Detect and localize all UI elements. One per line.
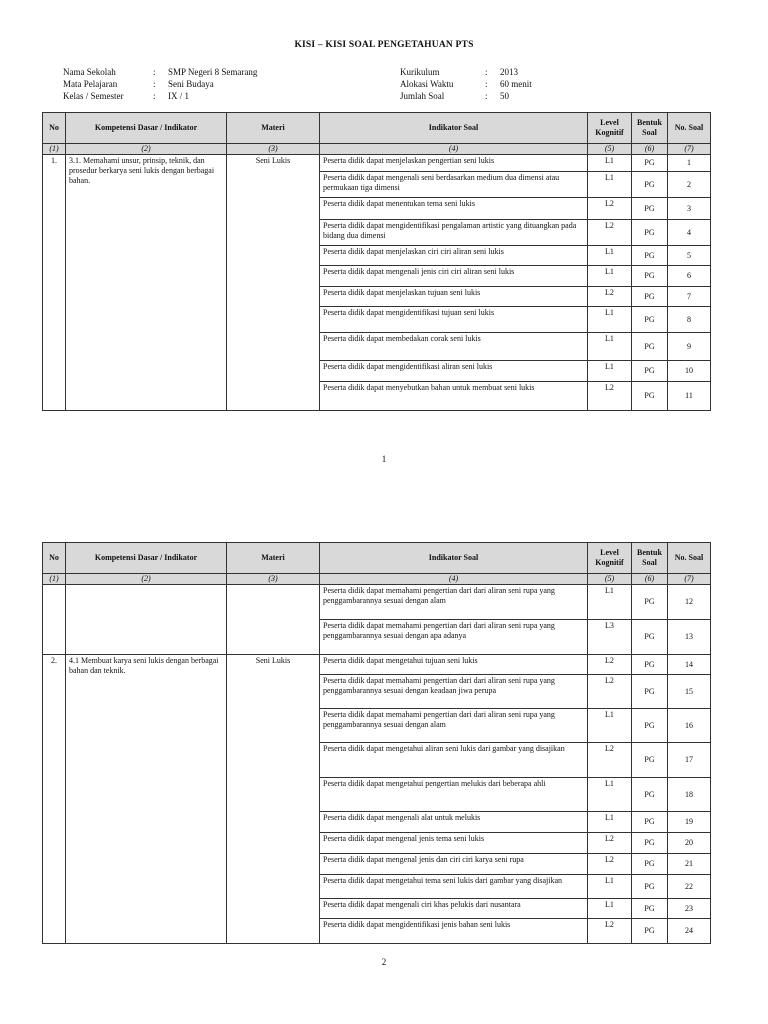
level-cell: L2 (588, 833, 632, 854)
column-number: (4) (320, 574, 588, 585)
bentuk-cell: PG (632, 266, 668, 287)
indikator-cell: Peserta didik dapat mengidentifikasi jenis bahan seni lukis (320, 919, 588, 944)
indikator-cell: Peserta didik dapat mengenali ciri khas pelukis dari nusantara (320, 899, 588, 919)
indikator-cell: Peserta didik dapat mengidentifikasi aliran seni lukis (320, 361, 588, 382)
bentuk-cell: PG (632, 620, 668, 655)
bentuk-cell: PG (632, 220, 668, 246)
table-header-row (43, 113, 711, 144)
soal-number-cell: 17 (668, 743, 711, 778)
bentuk-cell: PG (632, 675, 668, 709)
column-number: (2) (66, 574, 227, 585)
column-number: (5) (588, 144, 632, 155)
header-nosoal: No. Soal (668, 543, 711, 574)
kd-number (43, 585, 66, 655)
bentuk-cell: PG (632, 655, 668, 675)
indikator-cell: Peserta didik dapat mengidentifikasi pengalaman artistic yang dituangkan pada bidang dua dimensi (320, 220, 588, 246)
header-indikator: Indikator Soal (320, 113, 588, 144)
materi-cell: Seni Lukis (227, 155, 320, 411)
bentuk-cell: PG (632, 833, 668, 854)
bentuk-cell: PG (632, 382, 668, 411)
level-cell: L2 (588, 382, 632, 411)
soal-number-cell: 6 (668, 266, 711, 287)
exam-info (400, 66, 532, 102)
info-row-curriculum (400, 66, 532, 78)
indikator-cell: Peserta didik dapat mengetahui tema seni lukis dari gambar yang disajikan (320, 875, 588, 899)
level-cell: L2 (588, 675, 632, 709)
bentuk-cell: PG (632, 854, 668, 875)
soal-number-cell: 19 (668, 812, 711, 833)
info-row-class (63, 90, 257, 102)
table-row (43, 155, 711, 172)
level-cell: L1 (588, 246, 632, 266)
bentuk-cell: PG (632, 899, 668, 919)
soal-number-cell: 10 (668, 361, 711, 382)
level-cell: L1 (588, 875, 632, 899)
bentuk-cell: PG (632, 307, 668, 333)
indikator-cell: Peserta didik dapat membedakan corak seni lukis (320, 333, 588, 361)
info-value: 50 (500, 91, 509, 101)
soal-number-cell: 13 (668, 620, 711, 655)
soal-number-cell: 4 (668, 220, 711, 246)
indikator-cell: Peserta didik dapat mengidentifikasi tujuan seni lukis (320, 307, 588, 333)
bentuk-cell: PG (632, 812, 668, 833)
info-label: Alokasi Waktu (400, 79, 454, 89)
bentuk-cell: PG (632, 361, 668, 382)
header-materi: Materi (227, 113, 320, 144)
info-label: Kurikulum (400, 67, 440, 77)
soal-number-cell: 21 (668, 854, 711, 875)
level-cell: L1 (588, 155, 632, 172)
level-cell: L2 (588, 919, 632, 944)
info-sep: : (485, 91, 488, 101)
indikator-cell: Peserta didik dapat memahami pengertian dari dari aliran seni rupa yang penggambarannya sesuai dengan alam (320, 709, 588, 743)
indikator-cell: Peserta didik dapat mengetahui aliran seni lukis dari gambar yang disajikan (320, 743, 588, 778)
column-number: (1) (43, 144, 66, 155)
kd-text: 3.1. Memahami unsur, prinsip, teknik, dan prosedur berkarya seni lukis dengan berbagai bahan. (66, 155, 227, 411)
bentuk-cell: PG (632, 246, 668, 266)
header-materi: Materi (227, 543, 320, 574)
indikator-cell: Peserta didik dapat mengetahui pengertian melukis dari beberapa ahli (320, 778, 588, 812)
info-label: Kelas / Semester (63, 91, 124, 101)
soal-number-cell: 2 (668, 172, 711, 198)
header-kd: Kompetensi Dasar / Indikator (66, 113, 227, 144)
level-cell: L1 (588, 778, 632, 812)
kisi-table-page-1 (42, 112, 711, 411)
level-cell: L2 (588, 220, 632, 246)
school-info (63, 66, 257, 102)
bentuk-cell: PG (632, 155, 668, 172)
bentuk-cell: PG (632, 172, 668, 198)
kd-text (66, 585, 227, 655)
header-indikator: Indikator Soal (320, 543, 588, 574)
soal-number-cell: 23 (668, 899, 711, 919)
bentuk-cell: PG (632, 919, 668, 944)
kisi-table-page-2 (42, 542, 711, 944)
header-no: No (43, 113, 66, 144)
page-number: 1 (381, 454, 387, 464)
header-level: Level Kognitif (588, 543, 632, 574)
column-number-row (43, 574, 711, 585)
level-cell: L2 (588, 743, 632, 778)
kd-text: 4.1 Membuat karya seni lukis dengan berbagai bahan dan teknik. (66, 655, 227, 944)
header-bentuk: Bentuk Soal (632, 543, 668, 574)
soal-number-cell: 14 (668, 655, 711, 675)
level-cell: L1 (588, 709, 632, 743)
soal-number-cell: 1 (668, 155, 711, 172)
indikator-cell: Peserta didik dapat menjelaskan tujuan seni lukis (320, 287, 588, 307)
column-number: (4) (320, 144, 588, 155)
level-cell: L2 (588, 198, 632, 220)
indikator-cell: Peserta didik dapat menyebutkan bahan untuk membuat seni lukis (320, 382, 588, 411)
page-number: 2 (381, 957, 387, 967)
kd-number: 1. (43, 155, 66, 411)
bentuk-cell: PG (632, 333, 668, 361)
soal-number-cell: 18 (668, 778, 711, 812)
materi-cell: Seni Lukis (227, 655, 320, 944)
level-cell: L1 (588, 812, 632, 833)
indikator-cell: Peserta didik dapat mengenali alat untuk melukis (320, 812, 588, 833)
indikator-cell: Peserta didik dapat mengenali seni berdasarkan medium dua dimensi atau permukaan tiga dimensi (320, 172, 588, 198)
header-level: Level Kognitif (588, 113, 632, 144)
level-cell: L1 (588, 899, 632, 919)
level-cell: L2 (588, 287, 632, 307)
indikator-cell: Peserta didik dapat menjelaskan ciri ciri aliran seni lukis (320, 246, 588, 266)
level-cell: L3 (588, 620, 632, 655)
soal-number-cell: 15 (668, 675, 711, 709)
header-kd: Kompetensi Dasar / Indikator (66, 543, 227, 574)
indikator-cell: Peserta didik dapat mengenal jenis tema seni lukis (320, 833, 588, 854)
level-cell: L2 (588, 854, 632, 875)
column-number: (3) (227, 144, 320, 155)
info-row-school (63, 66, 257, 78)
info-label: Jumlah Soal (400, 91, 445, 101)
table-row (43, 655, 711, 675)
soal-number-cell: 24 (668, 919, 711, 944)
info-row-time (400, 78, 532, 90)
column-number: (6) (632, 574, 668, 585)
info-value: Seni Budaya (168, 79, 214, 89)
column-number-row (43, 144, 711, 155)
bentuk-cell: PG (632, 585, 668, 620)
info-value: IX / 1 (168, 91, 189, 101)
column-number: (6) (632, 144, 668, 155)
info-sep: : (153, 79, 156, 89)
bentuk-cell: PG (632, 778, 668, 812)
document-title: KISI – KISI SOAL PENGETAHUAN PTS (294, 40, 474, 50)
info-value: 60 menit (500, 79, 532, 89)
materi-cell (227, 585, 320, 655)
info-sep: : (153, 67, 156, 77)
indikator-cell: Peserta didik dapat mengenal jenis dan ciri ciri karya seni rupa (320, 854, 588, 875)
info-row-subject (63, 78, 257, 90)
column-number: (1) (43, 574, 66, 585)
info-sep: : (485, 67, 488, 77)
bentuk-cell: PG (632, 743, 668, 778)
soal-number-cell: 11 (668, 382, 711, 411)
indikator-cell: Peserta didik dapat memahami pengertian dari dari aliran seni rupa yang penggambarannya sesuai dengan alam (320, 585, 588, 620)
level-cell: L1 (588, 307, 632, 333)
table-body (43, 155, 711, 411)
indikator-cell: Peserta didik dapat mengenali jenis ciri ciri aliran seni lukis (320, 266, 588, 287)
info-sep: : (153, 91, 156, 101)
bentuk-cell: PG (632, 198, 668, 220)
column-number: (7) (668, 574, 711, 585)
indikator-cell: Peserta didik dapat memahami pengertian dari dari aliran seni rupa yang penggambarannya sesuai dengan keadaan jiwa perupa (320, 675, 588, 709)
header-nosoal: No. Soal (668, 113, 711, 144)
bentuk-cell: PG (632, 287, 668, 307)
header-no: No (43, 543, 66, 574)
column-number: (2) (66, 144, 227, 155)
indikator-cell: Peserta didik dapat mengetahui tujuan seni lukis (320, 655, 588, 675)
info-row-count (400, 90, 532, 102)
soal-number-cell: 20 (668, 833, 711, 854)
table-body (43, 585, 711, 944)
soal-number-cell: 8 (668, 307, 711, 333)
column-number: (7) (668, 144, 711, 155)
soal-number-cell: 16 (668, 709, 711, 743)
level-cell: L1 (588, 172, 632, 198)
table-row (43, 585, 711, 620)
soal-number-cell: 5 (668, 246, 711, 266)
indikator-cell: Peserta didik dapat menjelaskan pengertian seni lukis (320, 155, 588, 172)
info-sep: : (485, 79, 488, 89)
bentuk-cell: PG (632, 875, 668, 899)
soal-number-cell: 9 (668, 333, 711, 361)
indikator-cell: Peserta didik dapat memahami pengertian dari dari aliran seni rupa yang penggambarannya sesuai dengan apa adanya (320, 620, 588, 655)
header-bentuk: Bentuk Soal (632, 113, 668, 144)
level-cell: L1 (588, 266, 632, 287)
info-label: Nama Sekolah (63, 67, 116, 77)
level-cell: L1 (588, 361, 632, 382)
soal-number-cell: 7 (668, 287, 711, 307)
bentuk-cell: PG (632, 709, 668, 743)
level-cell: L1 (588, 585, 632, 620)
column-number: (3) (227, 574, 320, 585)
kd-number: 2. (43, 655, 66, 944)
column-number: (5) (588, 574, 632, 585)
level-cell: L2 (588, 655, 632, 675)
info-label: Mata Pelajaran (63, 79, 118, 89)
soal-number-cell: 3 (668, 198, 711, 220)
soal-number-cell: 22 (668, 875, 711, 899)
info-value: 2013 (500, 67, 518, 77)
table-header-row (43, 543, 711, 574)
level-cell: L1 (588, 333, 632, 361)
info-value: SMP Negeri 8 Semarang (168, 67, 258, 77)
indikator-cell: Peserta didik dapat menentukan tema seni lukis (320, 198, 588, 220)
soal-number-cell: 12 (668, 585, 711, 620)
